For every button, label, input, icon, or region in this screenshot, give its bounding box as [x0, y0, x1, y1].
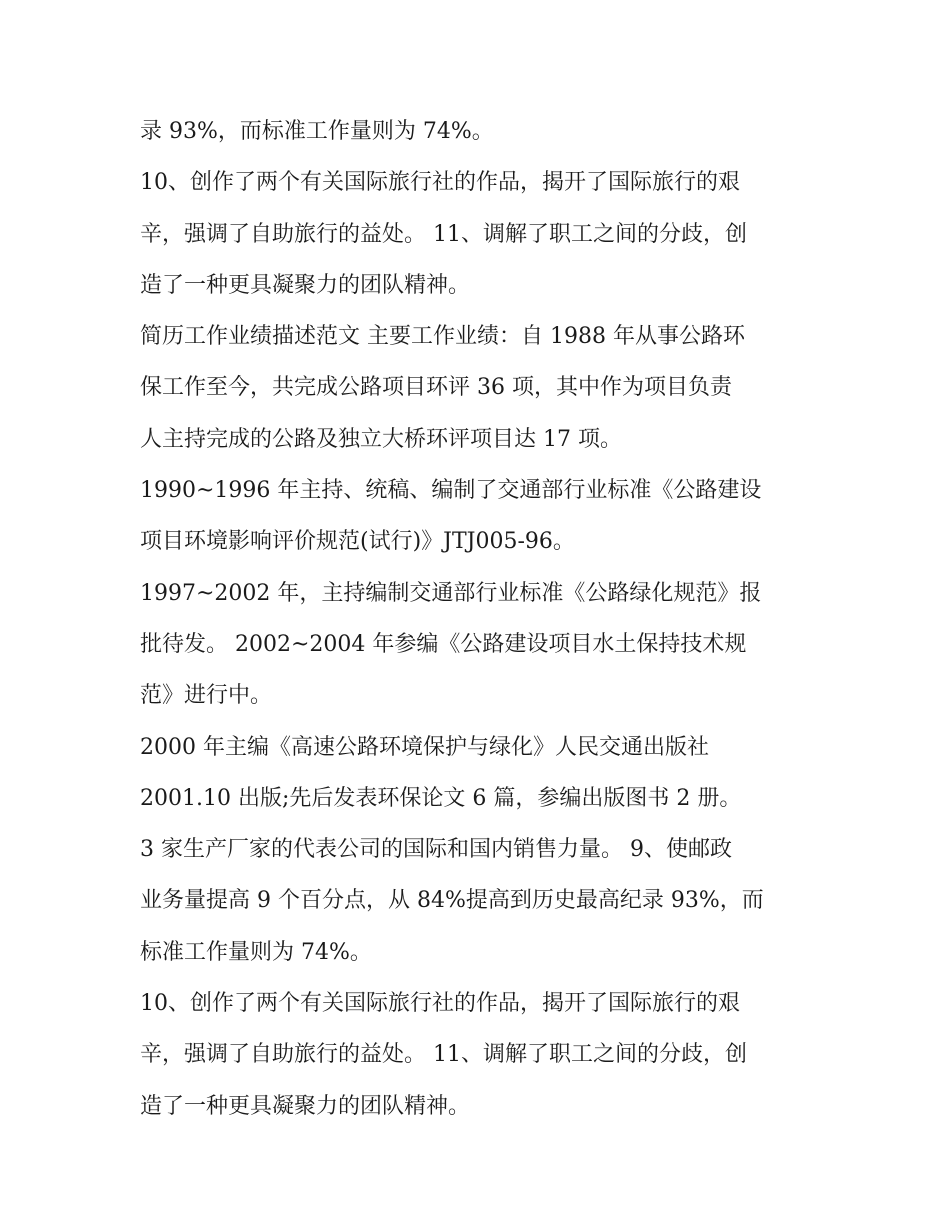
- paragraph: [140, 157, 820, 311]
- text-line: 保工作至今，共完成公路项目环评 36 项，其中作为项目负责: [140, 375, 732, 401]
- paragraph: [140, 311, 820, 465]
- text-line: 3 家生产厂家的代表公司的国际和国内销售力量。 9、使邮政: [140, 837, 732, 863]
- text-line: 2000 年主编《高速公路环境保护与绿化》人民交通出版社: [140, 734, 709, 760]
- text-line: 录 93%，而标准工作量则为 74%。: [140, 119, 494, 144]
- text-line: 批待发。 2002~2004 年参编《公路建设项目水土保持技术规: [140, 631, 747, 657]
- text-line: 人主持完成的公路及独立大桥环评项目达 17 项。: [140, 426, 622, 452]
- text-line: 范》进行中。: [140, 683, 273, 709]
- text-line: 1990~1996 年主持、统稿、编制了交通部行业标准《公路建设: [140, 478, 762, 504]
- text-line: 2001.10 出版;先后发表环保论文 6 篇，参编出版图书 2 册。: [140, 785, 742, 811]
- text-line: 造了一种更具凝聚力的团队精神。: [140, 272, 471, 298]
- text-line: 10、创作了两个有关国际旅行社的作品，揭开了国际旅行的艰: [140, 991, 740, 1017]
- text-line: 辛，强调了自助旅行的益处。 11、调解了职工之间的分歧，创: [140, 1042, 747, 1068]
- text-line: 辛，强调了自助旅行的益处。 11、调解了职工之间的分歧，创: [140, 221, 747, 247]
- text-line: 造了一种更具凝聚力的团队精神。: [140, 1093, 471, 1119]
- text-line: 1997~2002 年，主持编制交通部行业标准《公路绿化规范》报: [140, 580, 762, 606]
- paragraph: [140, 722, 820, 825]
- text-line: 项目环境影响评价规范(试行)》JTJ005-96。: [140, 529, 575, 555]
- paragraph: [140, 824, 820, 978]
- text-line: 简历工作业绩描述范文 主要工作业绩：自 1988 年从事公路环: [140, 324, 745, 350]
- text-line: 业务量提高 9 个百分点，从 84%提高到历史最高纪录 93%，而: [140, 888, 764, 914]
- paragraph: [140, 106, 820, 157]
- text-line: 10、创作了两个有关国际旅行社的作品，揭开了国际旅行的艰: [140, 170, 740, 196]
- paragraph: [140, 465, 820, 568]
- paragraph: [140, 568, 820, 722]
- document-body: [140, 106, 820, 1132]
- text-line: 标准工作量则为 74%。: [140, 939, 372, 965]
- paragraph: [140, 978, 820, 1132]
